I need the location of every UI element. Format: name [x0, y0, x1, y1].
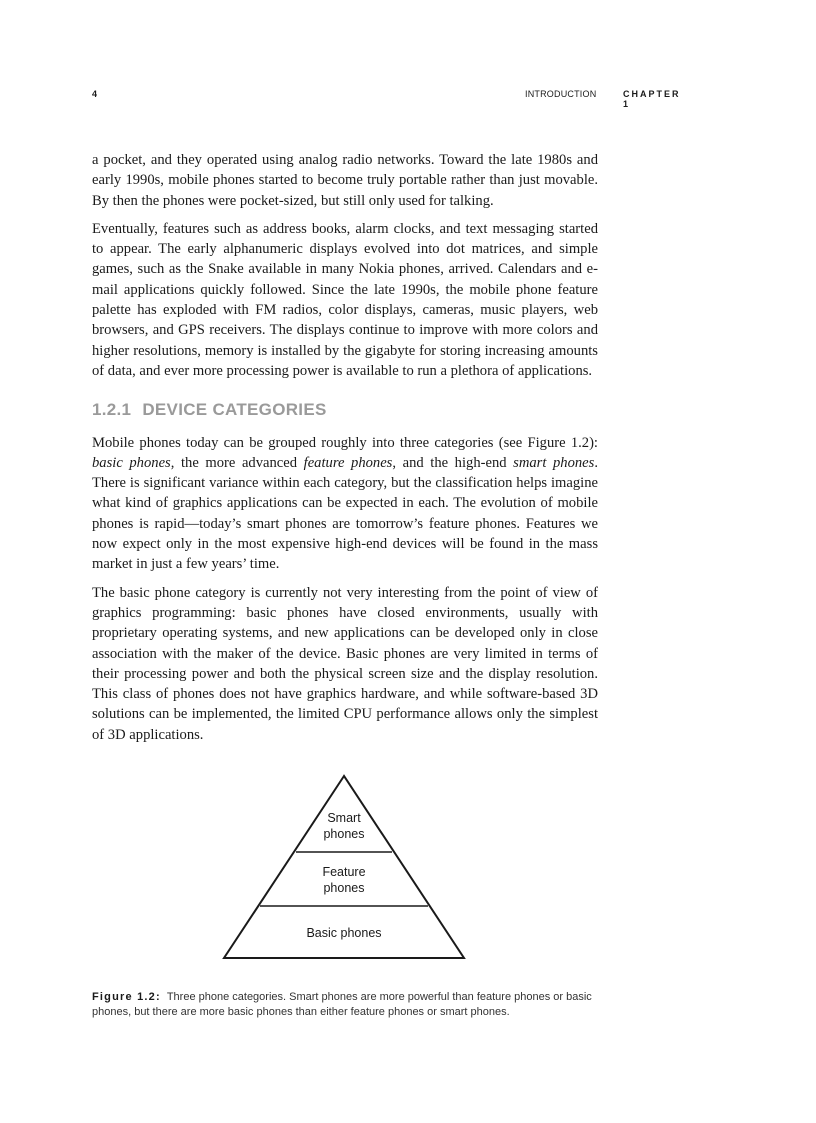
caption-label: Figure 1.2:	[92, 991, 161, 1003]
term-feature-phones: feature phones	[303, 454, 393, 471]
running-header	[92, 89, 684, 109]
section-number: 1.2.1	[92, 400, 132, 420]
caption-text: Three phone categories. Smart phones are more powerful than feature phones or basic phones, but there are more basic phones than either feature phones or smart phones.	[92, 991, 592, 1018]
tier-feature-phones: Feature phones	[322, 865, 366, 895]
paragraph-3: Mobile phones today can be grouped roughly into three categories (see Figure 1.2): basic phones, the more advanced feature phones, and the high-end smart phones. There is significant variance within each category, but the classification helps imagine what kind of graphics applications can be expected in each. The evolution of mobile phones is rapid—today’s smart phones are tomorrow’s feature phones. Features we now expect only in the most expensive high-end devices will be found in the mass market in just a few years’ time.	[92, 434, 598, 573]
paragraph-4: The basic phone category is currently not very interesting from the point of view of graphics programming: basic phones have closed environments, usually with proprietary operating systems, and new applications can be developed only in close association with the maker of the device. Basic phones are very limited in terms of their processing power and both the physical screen size and the display resolution. This class of phones does not have graphics hardware, and while software-based 3D solutions can be implemented, the limited CPU performance allows only the simplest of 3D applications.	[92, 584, 598, 743]
section-heading	[92, 400, 598, 420]
chapter-label: CHAPTER 1	[623, 89, 681, 109]
paragraph-2: Eventually, features such as address books, alarm clocks, and text messaging started to appear. The early alphanumeric displays evolved into dot matrices, and simple games, such as the Snake available in many Nokia phones, arrived. Calendars and e-mail applications quickly followed. Since the late 1990s, the mobile phone feature palette has exploded with FM radios, color displays, cameras, music players, web browsers, and GPS receivers. The displays continue to improve with more colors and higher resolutions, memory is installed by the gigabyte for storing increasing amounts of data, and ever more processing power is available to run a plethora of applications.	[92, 220, 598, 379]
figure-caption	[92, 990, 612, 1020]
paragraph-1: a pocket, and they operated using analog radio networks. Toward the late 1980s and early 1990s, mobile phones started to become truly portable rather than just movable. By then the phones were pocket-sized, but still only used for talking.	[92, 152, 598, 209]
section-title: DEVICE CATEGORIES	[142, 400, 327, 420]
section-name: INTRODUCTION	[525, 89, 597, 99]
tier-basic-phones: Basic phones	[306, 926, 382, 940]
tier-smart-phones: Smart phones	[323, 811, 365, 841]
term-basic-phones: basic phones	[92, 454, 171, 471]
page-number: 4	[92, 89, 98, 99]
term-smart-phones: smart phones	[513, 454, 595, 471]
phone-category-pyramid	[218, 770, 470, 966]
body-text	[92, 150, 598, 745]
